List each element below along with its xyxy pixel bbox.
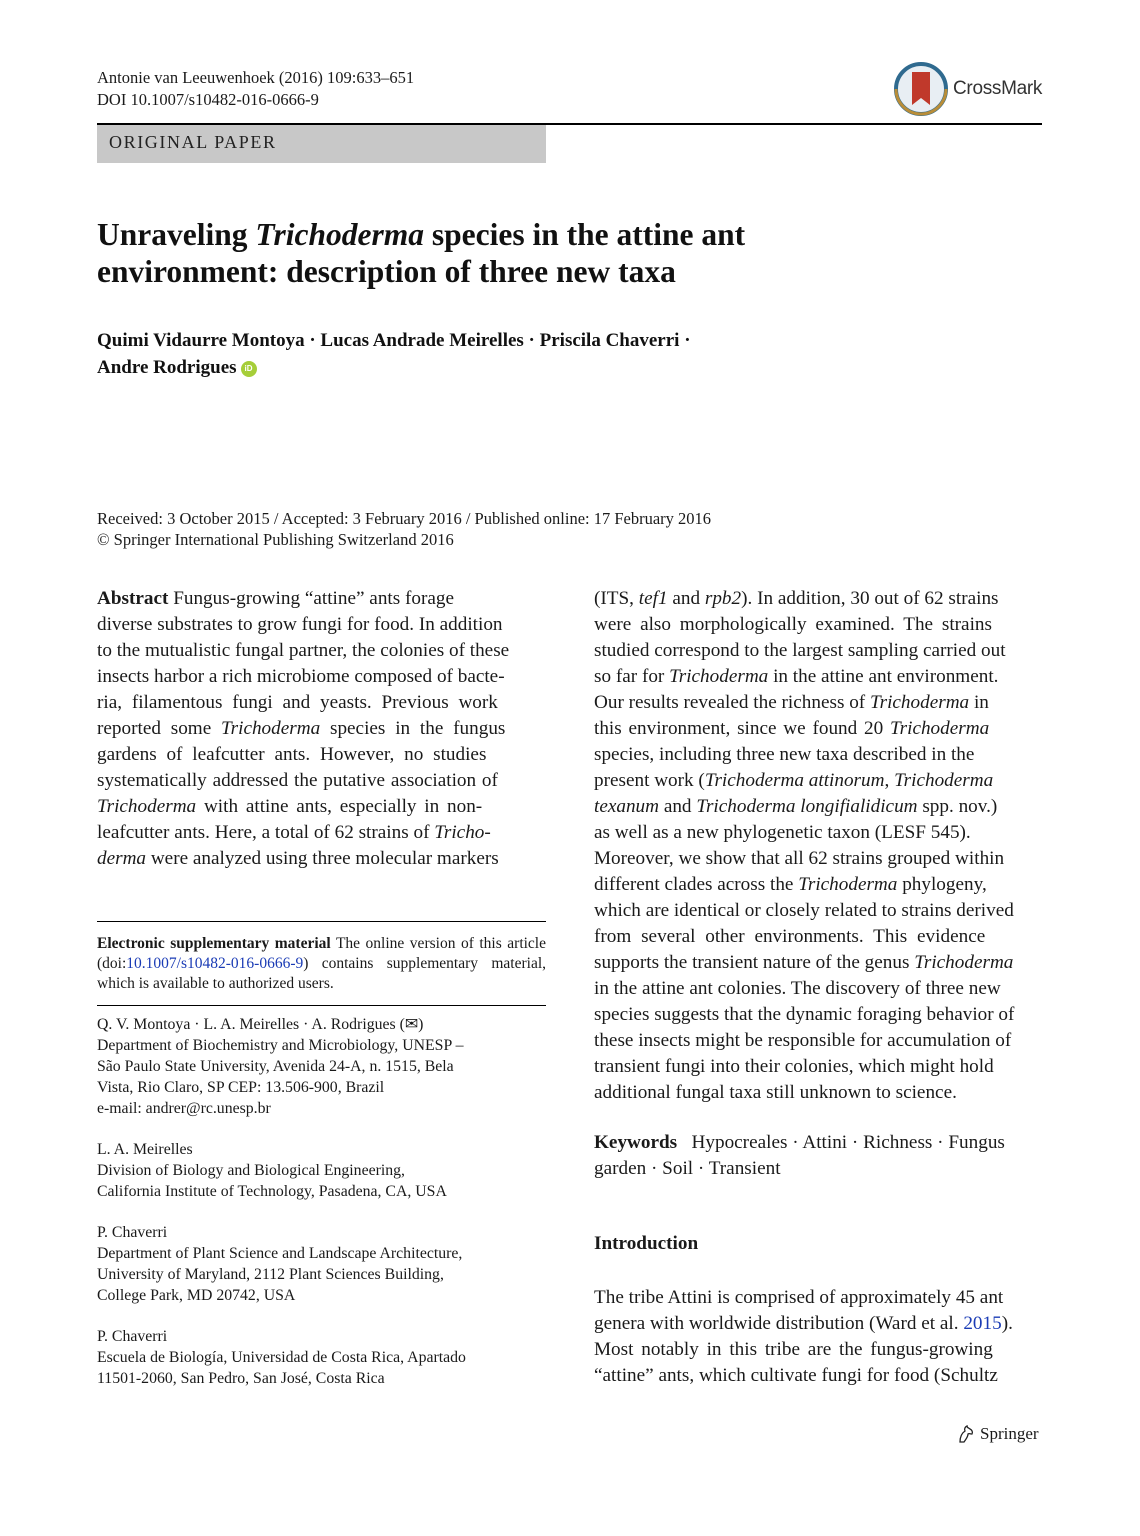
affiliation-block [97,1222,546,1306]
footnote-rule [97,921,546,922]
affiliation-line: College Park, MD 20742, USA [97,1287,296,1304]
crossmark-badge[interactable] [893,61,1042,117]
abstract-line: different clades across the Trichoderma phylogeny, [594,874,987,895]
abstract-line: insects harbor a rich microbiome composed of bacte- [97,666,505,687]
doi-link[interactable]: 10.1007/s10482-016-0666-9 [126,955,304,972]
title-text-1: Unraveling [97,217,256,252]
publisher-logo [956,1424,1039,1444]
section-heading-introduction: Introduction [594,1233,699,1254]
footnote-rule-2 [97,1005,546,1006]
author-list [97,327,691,381]
affiliation-line: Escuela de Biología, Universidad de Costa Rica, Apartado [97,1349,466,1366]
affiliation-line: Division of Biology and Biological Engineering, [97,1162,406,1179]
abstract-line: transient fungi into their colonies, which might hold [594,1056,994,1077]
publication-dates [97,508,711,550]
esm-label: Electronic supplementary material [97,935,331,952]
abstract-line: studied correspond to the largest sampling carried out [594,640,1006,661]
affiliation-authors: L. A. Meirelles [97,1141,193,1158]
abstract-line: ria, filamentous fungi and yeasts. Previous work [97,692,498,713]
orcid-icon[interactable]: iD [241,361,257,377]
affiliation-authors: Q. V. Montoya · L. A. Meirelles · A. Rodrigues (✉) [97,1016,424,1033]
affiliation-line: São Paulo State University, Avenida 24-A, n. 1515, Bela [97,1058,454,1075]
authors-line-1: Quimi Vidaurre Montoya · Lucas Andrade Meirelles · Priscila Chaverri · [97,330,691,351]
copyright-line: © Springer International Publishing Switzerland 2016 [97,530,454,549]
esm-text-2: ) contains supplementary material, which is available to authorized users. [97,955,546,992]
abstract-line: additional fungal taxa still unknown to science. [594,1082,957,1103]
abstract-line: Trichoderma with attine ants, especially in non- [97,796,483,817]
keywords-block [594,1130,1042,1182]
abstract-line: from several other environments. This evidence [594,926,986,947]
intro-line: “attine” ants, which cultivate fungi for food (Schultz [594,1365,998,1386]
keywords-line-1: Hypocreales · Attini · Richness · Fungus [677,1132,1005,1153]
intro-line: The tribe Attini is comprised of approximately 45 ant [594,1287,1004,1308]
abstract-line: supports the transient nature of the genus Trichoderma [594,952,1014,973]
abstract-line: systematically addressed the putative association of [97,770,498,791]
introduction-text [594,1285,1042,1389]
abstract-line: Moreover, we show that all 62 strains grouped within [594,848,1005,869]
affiliation-line: Department of Biochemistry and Microbiology, UNESP – [97,1037,464,1054]
abstract-right-column [594,586,1042,1106]
affiliation-line: Vista, Rio Claro, SP CEP: 13.506-900, Brazil [97,1079,385,1096]
abstract-line: so far for Trichoderma in the attine ant environment. [594,666,999,687]
affiliation-authors: P. Chaverri [97,1224,168,1241]
authors-line-2: Andre Rodrigues [97,357,237,378]
supplementary-note [97,934,546,994]
abstract-line: leafcutter ants. Here, a total of 62 strains of Tricho- [97,822,491,843]
doi-line: DOI 10.1007/s10482-016-0666-9 [97,90,319,109]
history-dates: Received: 3 October 2015 / Accepted: 3 February 2016 / Published online: 17 February 2016 [97,509,712,528]
crossmark-label: CrossMark [953,78,1043,99]
abstract-line: present work (Trichoderma attinorum, Trichoderma [594,770,994,791]
keywords-label: Keywords [594,1132,678,1153]
publisher-name: Springer [980,1424,1039,1443]
title-text-2: species in the attine ant [423,217,746,252]
abstract-line: reported some Trichoderma species in the fungus [97,718,506,739]
affiliation-line: University of Maryland, 2112 Plant Sciences Building, [97,1266,444,1283]
email-link[interactable]: e-mail: andrer@rc.unesp.br [97,1100,271,1117]
intro-line: Most notably in this tribe are the fungus-growing [594,1339,993,1360]
abstract-line: were also morphologically examined. The strains [594,614,992,635]
springer-horse-icon [956,1424,976,1444]
abstract-line: which are identical or closely related to strains derived [594,900,1014,921]
title-line-2: environment: description of three new taxa [97,254,676,289]
affiliation-line: Department of Plant Science and Landscape Architecture, [97,1245,463,1262]
esm-text-1: The online version of this article (doi: [97,935,546,972]
paper-type-banner: ORIGINAL PAPER [97,125,546,163]
affiliation-line: California Institute of Technology, Pasadena, CA, USA [97,1183,447,1200]
article-title [97,216,745,290]
abstract-line: to the mutualistic fungal partner, the colonies of these [97,640,510,661]
abstract-line: these insects might be responsible for accumulation of [594,1030,1012,1051]
affiliation-line: 11501-2060, San Pedro, San José, Costa Rica [97,1370,385,1387]
intro-line: genera with worldwide distribution (Ward et al. 2015). [594,1313,1013,1334]
abstract-line: this environment, since we found 20 Trichoderma [594,718,990,739]
abstract-line: diverse substrates to grow fungi for food. In addition [97,614,503,635]
keywords-line-2: garden · Soil · Transient [594,1158,781,1179]
affiliation-block [97,1326,546,1389]
abstract-line: (ITS, tef1 and rpb2). In addition, 30 out of 62 strains [594,588,999,609]
abstract-line: species suggests that the dynamic foraging behavior of [594,1004,1015,1025]
abstract-line: Abstract Fungus-growing “attine” ants forage [97,588,455,609]
journal-citation [97,67,414,111]
abstract-line: texanum and Trichoderma longifialidicum spp. nov.) [594,796,998,817]
abstract-line: in the attine ant colonies. The discovery of three new [594,978,1001,999]
abstract-line: Our results revealed the richness of Trichoderma in [594,692,989,713]
abstract-line: gardens of leafcutter ants. However, no studies [97,744,487,765]
citation-link[interactable]: 2015 [963,1313,1002,1334]
abstract-line: derma were analyzed using three molecular markers [97,848,499,869]
abstract-left-column [97,586,546,872]
title-genus: Trichoderma [255,217,424,252]
abstract-line: species, including three new taxa described in the [594,744,975,765]
crossmark-icon [893,61,949,117]
affiliation-block [97,1139,546,1202]
affiliation-authors: P. Chaverri [97,1328,168,1345]
abstract-line: as well as a new phylogenetic taxon (LESF 545). [594,822,971,843]
affiliation-block [97,1014,546,1119]
abstract-label: Abstract [97,588,169,609]
journal-name-volume: Antonie van Leeuwenhoek (2016) 109:633–651 [97,68,415,87]
